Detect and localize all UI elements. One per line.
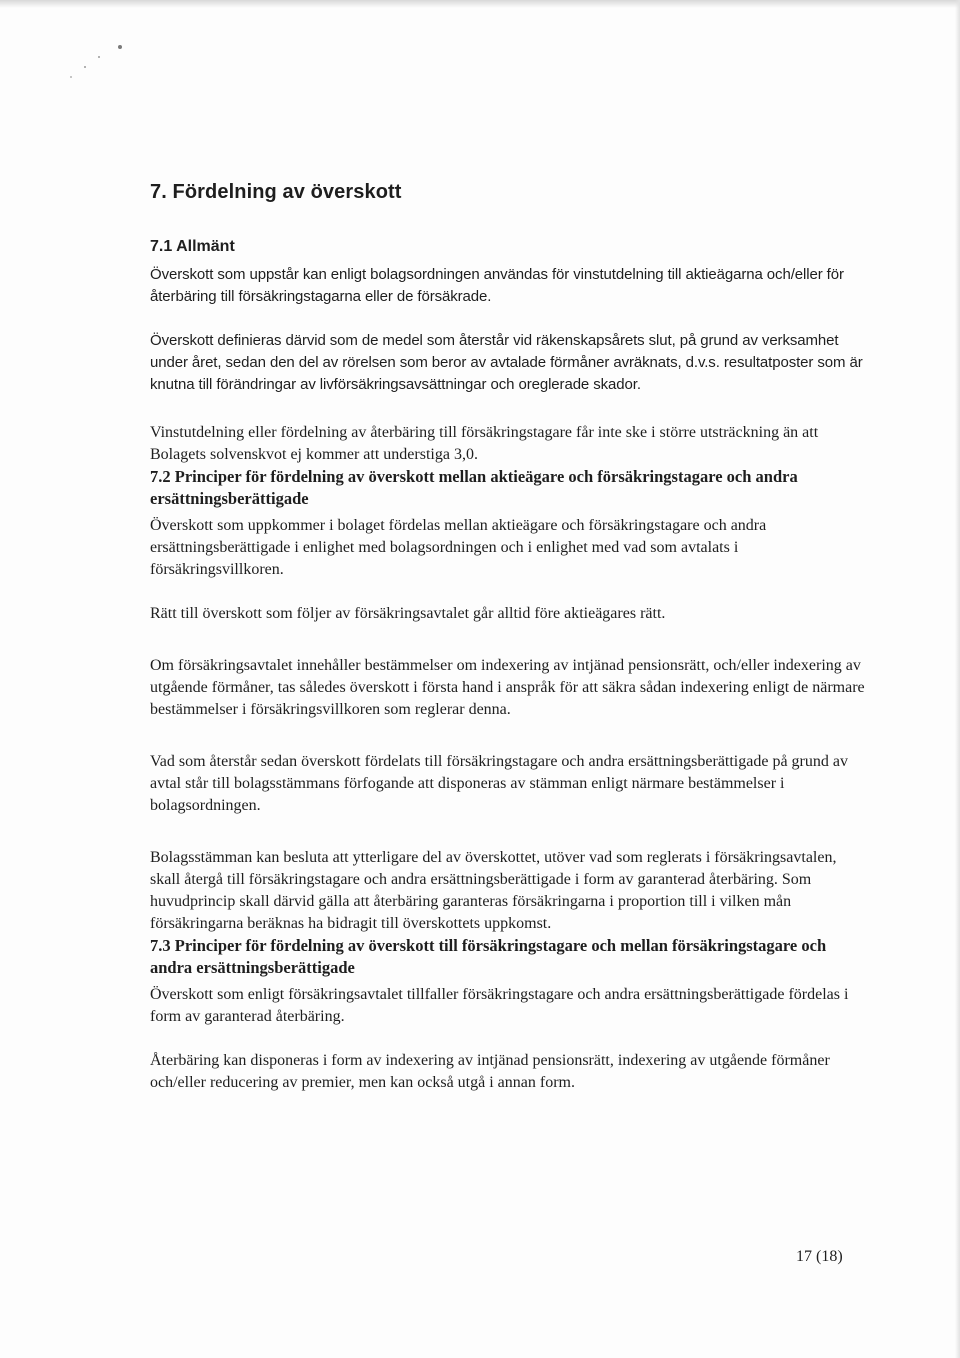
scan-speck [118,45,122,49]
scan-edge-top [0,0,960,8]
paragraph: Överskott definieras därvid som de medel som återstår vid räkenskapsårets slut, på grund av verksamhet under året, sedan den del av rörelsen som beror av avtalade förmåner avräknats, d.v.s. resultatposter som är knutna till förändringar av livförsäkringsavsättningar och oreglerade skador. [150,332,863,393]
document-body [150,174,870,1094]
subsection-heading-7-3: 7.3 Principer för fördelning av överskott till försäkringstagare och mellan försäkringstagare och andra ersättningsberättigade [150,936,827,977]
section-title: 7. Fördelning av överskott [150,181,402,203]
subsection-heading-7-1: 7.1 Allmänt [150,238,235,255]
paragraph: Vinstutdelning eller fördelning av återbäring till försäkringstagare får inte ske i större utsträckning än att Bolagets solvenskvot ej kommer att understiga 3,0. [150,424,819,463]
paragraph: Rätt till överskott som följer av försäkringsavtalet går alltid före aktieägares rätt. [150,605,666,622]
paragraph: Överskott som uppstår kan enligt bolagsordningen användas för vinstutdelning till aktieägarna och/eller för återbäring till försäkringstagarna eller de försäkrade. [150,266,844,305]
page-number: 17 (18) [796,1248,843,1265]
paragraph: Bolagsstämman kan besluta att ytterligare del av överskottet, utöver vad som reglerats i försäkringsavtalen, skall återgå till försäkringstagare och andra ersättningsberättigade i form av garanterad återbäring. Som huvudprincip skall därvid gälla att återbäring garanteras försäkringarna i proportion till i vilken mån försäkringarna beräknas ha bidragit till överskottets uppkomst. [150,849,837,932]
paragraph: Överskott som enligt försäkringsavtalet tillfaller försäkringstagare och andra ersättningsberättigade fördelas i form av garanterad återbäring. [150,986,849,1025]
paragraph: Överskott som uppkommer i bolaget fördelas mellan aktieägare och försäkringstagare och andra ersättningsberättigade i enlighet med bolagsordningen och i enlighet med vad som avtalats i försäkringsvillkoren. [150,517,767,578]
scan-speck [98,56,100,58]
scan-speck [70,76,72,78]
paragraph: Om försäkringsavtalet innehåller bestämmelser om indexering av intjänad pensionsrätt, och/eller indexering av utgående förmåner, tas således överskott i första hand i anspråk för att säkra sådan indexering enligt de närmare bestämmelser i försäkringsvillkoren som reglerar denna. [150,657,865,718]
scan-edge-right [955,0,960,1358]
scan-speck [84,66,86,68]
paragraph: Återbäring kan disponeras i form av indexering av intjänad pensionsrätt, indexering av utgående förmåner och/eller reducering av premier, men kan också utgå i annan form. [150,1052,830,1091]
subsection-heading-7-2: 7.2 Principer för fördelning av överskott mellan aktieägare och försäkringstagare och andra ersättningsberättigade [150,467,798,508]
paragraph: Vad som återstår sedan överskott fördelats till försäkringstagare och andra ersättningsberättigade på grund av avtal står till bolagsstämmans förfogande att disponeras av stämman enligt närmare bestämmelser i bolagsordningen. [150,753,848,814]
